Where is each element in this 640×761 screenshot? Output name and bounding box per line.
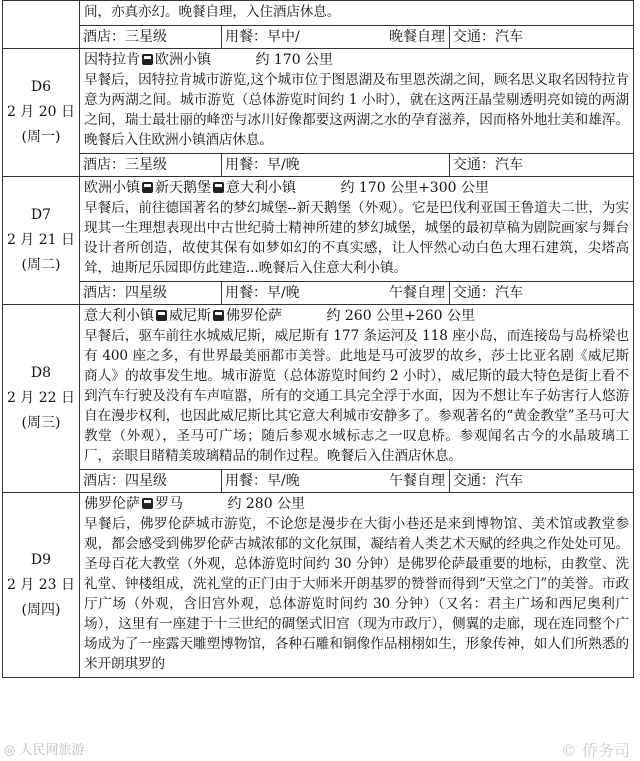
day-weekday: (周二) xyxy=(21,257,61,273)
itinerary-table xyxy=(2,0,634,678)
route-distance: 约 170 公里 xyxy=(255,52,334,68)
top-text: 间，亦真亦幻。晚餐自理，入住酒店休息。 xyxy=(84,4,341,20)
day-content xyxy=(80,305,634,470)
info-row xyxy=(3,282,634,305)
top-row xyxy=(3,1,634,26)
day-content xyxy=(80,493,634,678)
transport-label: 交通：汽车 xyxy=(449,470,633,492)
info-bar xyxy=(80,470,633,492)
day-weekday: (周四) xyxy=(21,601,61,618)
day-weekday: (周三) xyxy=(21,415,61,431)
day-id: D8 xyxy=(30,365,52,381)
route-line xyxy=(80,177,633,198)
day-date: 2 月 21 日 xyxy=(6,232,76,248)
day-cell xyxy=(3,305,80,493)
bus-icon xyxy=(213,182,224,193)
meal-label: 用餐：早/晚 xyxy=(225,157,300,173)
day-date: 2 月 23 日 xyxy=(6,576,76,593)
bus-icon xyxy=(156,310,167,321)
top-text-cell xyxy=(80,1,634,26)
meal-extra-label: 晚餐自理 xyxy=(389,29,445,45)
meal-cell xyxy=(221,154,449,176)
bus-icon xyxy=(142,182,153,193)
day-row xyxy=(3,49,634,154)
meal-cell xyxy=(221,282,449,304)
meal-extra-label: 午餐自理 xyxy=(389,285,445,301)
bus-icon xyxy=(142,498,153,509)
day-row xyxy=(3,177,634,282)
day-description: 早餐后，因特拉肯城市游览,这个城市位于图恩湖及布里恩茨湖之间，顾名思义取名因特拉肯意为两湖之间。城市游览（总体游览时间约 1 小时），就在这两汪晶莹剔透明亮如镜的两湖之间，瑞士最壮丽的峰峦与冰川好像都要这两湖之水的孕育滋养，因而格外地壮美和雄浑。晚餐后入住欧洲小镇酒店休息。 xyxy=(84,72,629,148)
bus-icon xyxy=(213,310,224,321)
info-row xyxy=(3,470,634,493)
day-description: 早餐后，前往德国著名的梦幻城堡--新天鹅堡（外观）。它是巴伐利亚国王鲁道夫二世，为实现其一生理想表现出中古世纪骑士精神所建的梦幻城堡，城堡的最初草稿为剧院画家与舞台设计者所创造，故使其保有如梦如幻的不真实感，让人怦然心动白色大理石建筑，尖塔高耸，迪斯尼乐园即仿此建造...晚餐后入住意大利小镇。 xyxy=(84,200,629,276)
route-stop: 罗马 xyxy=(155,496,183,512)
info-bar xyxy=(80,282,633,304)
day-date: 2 月 22 日 xyxy=(6,390,76,406)
meal-label: 用餐：早中/ xyxy=(225,29,300,45)
route-stop: 因特拉肯 xyxy=(84,52,140,68)
day-description: 早餐后，佛罗伦萨城市游览，不论您是漫步在大街小巷还是来到博物馆、美术馆或教堂参观，都会感受到佛罗伦萨古城浓郁的文化氛围，凝结着人类艺术天赋的经典之作处处可见。圣母百花大教堂（外观，总体游览时间约 30 分钟）是佛罗伦萨最重要的地标，由教堂、洗礼堂、钟楼组成，洗礼堂的正门由于大师米开朗基罗的赞誉而得到“天堂之门”的美誉。市政厅广场（外观，含旧宫外观，总体游览时间约 30 分钟）（又名：君主广场和西尼奥利广场），这里有一座建于十三世纪的碉堡式旧宫（现为市政厅），侧翼的走廊，现在连同整个广场成为了一座露天雕塑博物馆，各种石雕和铜像作品栩栩如生，形象传神，如人们所熟悉的米开朗琪罗的 xyxy=(84,516,629,672)
day-id: D6 xyxy=(30,79,52,95)
transport-label: 交通：汽车 xyxy=(449,26,633,48)
watermark-left: ◎ 人民网旅游 xyxy=(4,743,85,758)
day-id: D7 xyxy=(30,207,52,223)
watermark-right: © 侨务司 xyxy=(560,741,630,760)
route-distance: 约 170 公里+300 公里 xyxy=(340,180,489,196)
hotel-label: 酒店：四星级 xyxy=(83,285,167,301)
meal-label: 用餐：早/晚 xyxy=(225,473,300,489)
info-bar xyxy=(80,154,633,176)
meal-cell xyxy=(221,470,449,492)
day-cell xyxy=(3,493,80,678)
day-row xyxy=(3,493,634,678)
day-date: 2 月 20 日 xyxy=(6,104,76,120)
route-stop: 欧洲小镇 xyxy=(84,180,140,196)
meal-label: 用餐：早/晚 xyxy=(225,285,300,301)
day-content xyxy=(80,177,634,282)
route-stop: 意大利小镇 xyxy=(226,180,296,196)
route-line xyxy=(80,305,633,326)
transport-label: 交通：汽车 xyxy=(449,154,633,176)
route-stop: 佛罗伦萨 xyxy=(84,496,140,512)
info-cell xyxy=(80,470,634,493)
day-cell xyxy=(3,49,80,177)
route-distance: 约 280 公里 xyxy=(227,496,306,512)
top-info-cell xyxy=(80,26,634,49)
day-cell-empty xyxy=(3,1,80,49)
transport-label: 交通：汽车 xyxy=(449,282,633,304)
day-id: D9 xyxy=(30,551,52,568)
route-stop: 威尼斯 xyxy=(169,308,211,324)
route-stop: 欧洲小镇 xyxy=(155,52,211,68)
day-cell xyxy=(3,177,80,305)
top-info-row xyxy=(3,26,634,49)
day-row xyxy=(3,305,634,470)
route-line xyxy=(80,49,633,70)
hotel-label: 酒店：三星级 xyxy=(83,157,167,173)
hotel-label: 酒店：三星级 xyxy=(83,29,167,45)
day-content xyxy=(80,49,634,154)
info-cell xyxy=(80,154,634,177)
meal-cell xyxy=(221,26,449,48)
bus-icon xyxy=(142,54,153,65)
info-row xyxy=(3,154,634,177)
day-description: 早餐后，驱车前往水城威尼斯，威尼斯有 177 条运河及 118 座小岛，而连接岛与岛桥梁也有 400 座之多，有世界最美丽都市美誉。此地是马可波罗的故乡，莎士比亚名剧《威尼斯商人》的故事发生地。城市游览（总体游览时间约 2 小时），威尼斯的最大特色是街上看不到汽车行驶及没有车声喧嚣，所有的交通工具完全浮于水面，因为不想让车子妨害行人悠游自在漫步权利，也因此威尼斯比其它意大利城市安静多了。参观著名的“黄金教堂”圣马可大教堂（外观），圣马可广场；随后参观水城标志之一叹息桥。参观闻名古今的水晶玻璃工厂，亲眼目睹精美玻璃精品的制作过程。晚餐后入住酒店休息。 xyxy=(84,328,629,464)
route-stop: 意大利小镇 xyxy=(84,308,154,324)
route-stop: 新天鹅堡 xyxy=(155,180,211,196)
hotel-label: 酒店：四星级 xyxy=(83,473,167,489)
route-line xyxy=(80,493,633,514)
route-distance: 约 260 公里+260 公里 xyxy=(326,308,475,324)
info-cell xyxy=(80,282,634,305)
info-bar xyxy=(80,26,633,48)
meal-extra-label: 午餐自理 xyxy=(389,473,445,489)
day-weekday: (周一) xyxy=(21,129,61,145)
route-stop: 佛罗伦萨 xyxy=(226,308,282,324)
